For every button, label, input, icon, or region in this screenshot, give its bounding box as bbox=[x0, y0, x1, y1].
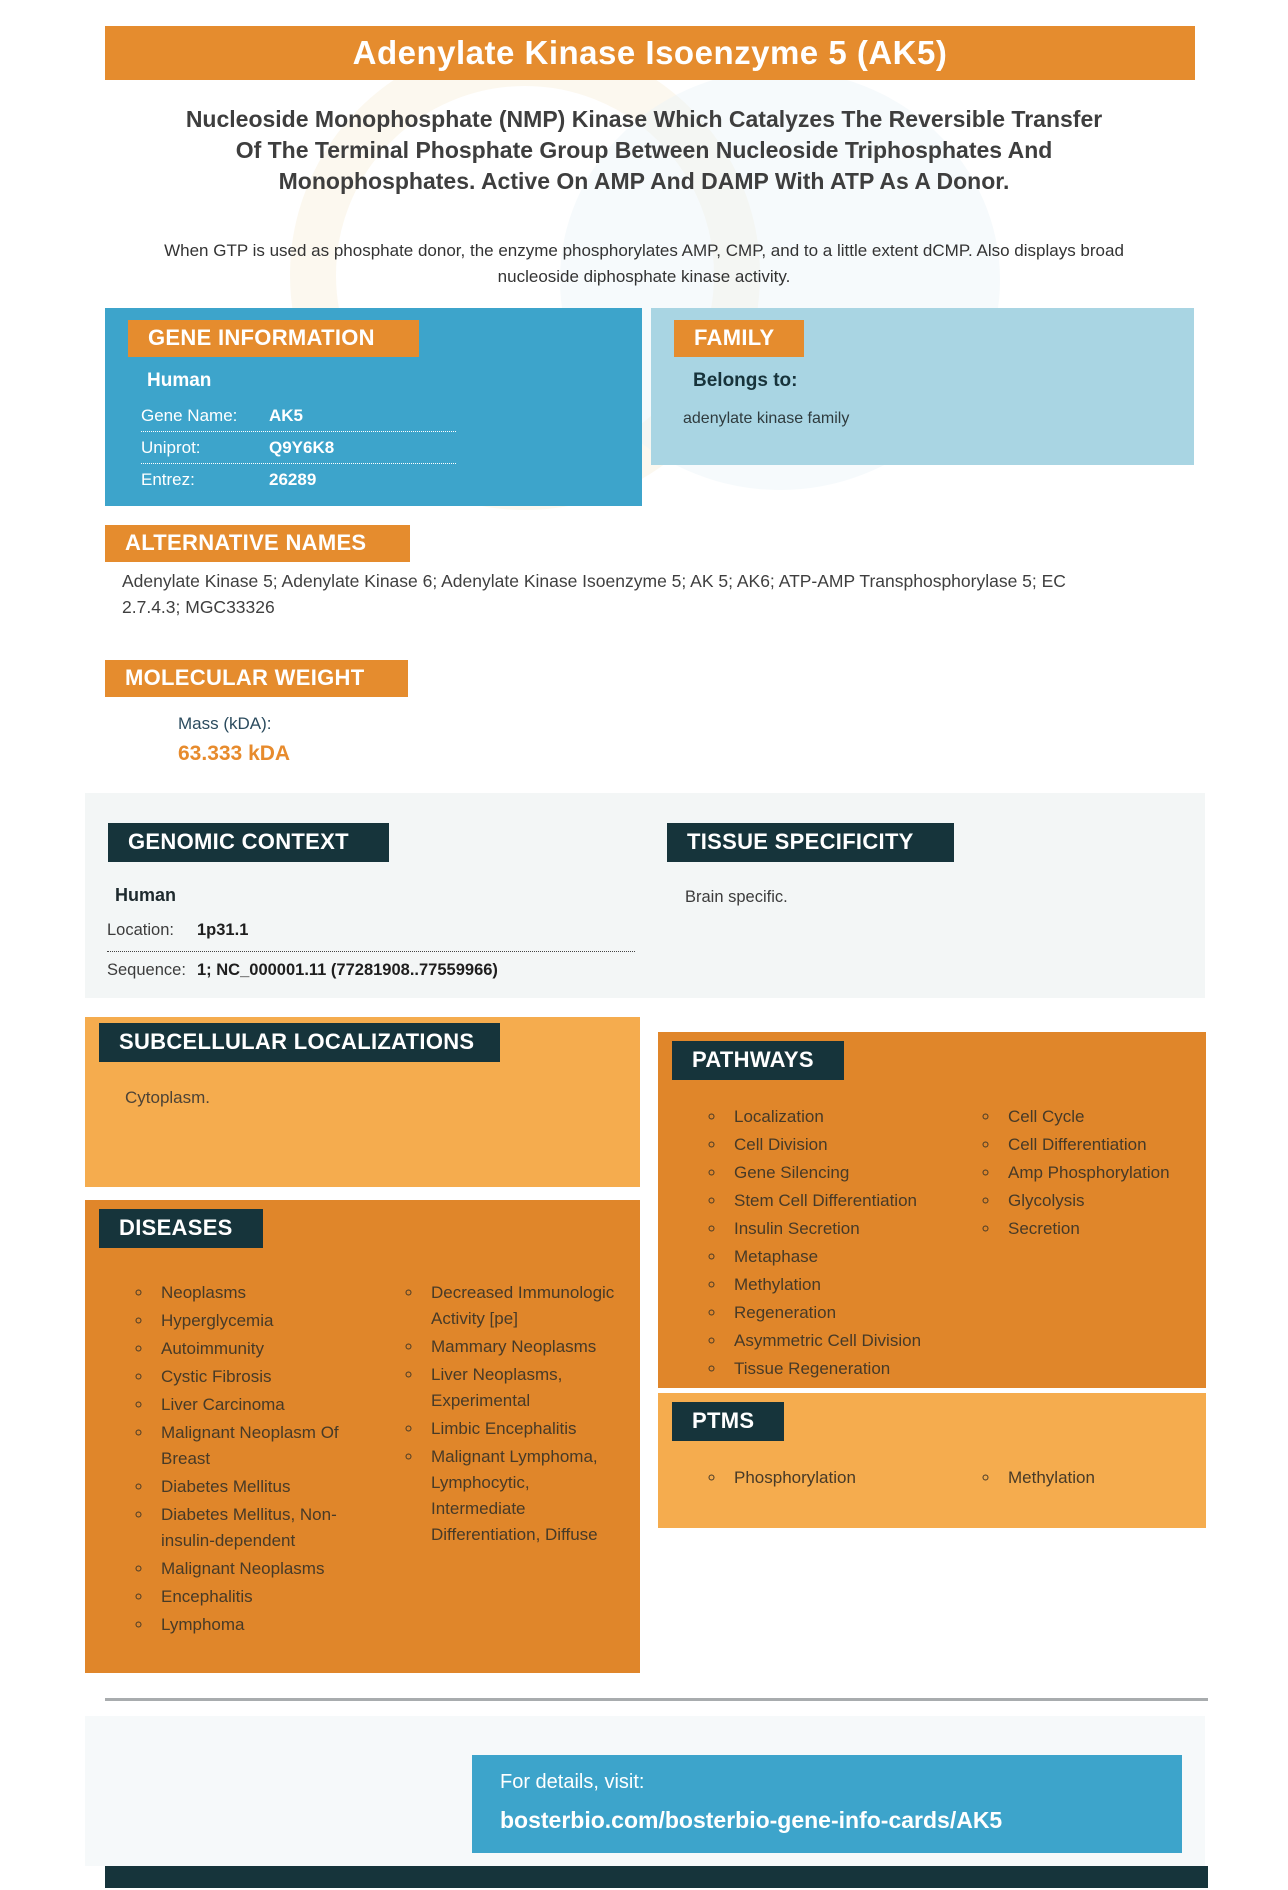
ptms-column-2 bbox=[980, 1465, 1200, 1493]
ptms-heading: PTMS bbox=[672, 1402, 784, 1441]
diseases-section bbox=[85, 1200, 640, 1673]
genomic-tissue-section bbox=[85, 793, 1205, 998]
location-value: 1p31.1 bbox=[197, 921, 249, 939]
list-item: ◦ Neoplasms bbox=[153, 1280, 358, 1306]
gene-name-label: Gene Name: bbox=[141, 406, 238, 425]
list-item: ◦ Diabetes Mellitus bbox=[153, 1474, 358, 1500]
gene-row-entrez bbox=[141, 464, 456, 495]
uniprot-value: Q9Y6K8 bbox=[269, 438, 335, 457]
list-item: ◦ Autoimmunity bbox=[153, 1336, 358, 1362]
molecular-weight-heading: MOLECULAR WEIGHT bbox=[105, 660, 408, 697]
bottom-bar bbox=[105, 1866, 1208, 1888]
visit-label: For details, visit: bbox=[500, 1771, 645, 1793]
gene-rows bbox=[141, 400, 456, 495]
page-title: Adenylate Kinase Isoenzyme 5 (AK5) bbox=[352, 34, 948, 71]
list-item: ◦ Lymphoma bbox=[153, 1612, 358, 1638]
list-item: ◦ Cell Cycle bbox=[1000, 1104, 1200, 1130]
subtitle: Nucleoside Monophosphate (NMP) Kinase Which Catalyzes The Reversible Transfer Of The Terminal Phosphate Group Between Nucleoside Triphosphates And Monophosphates. Active On AMP And DAMP With ATP As A Donor. bbox=[185, 106, 1103, 194]
sequence-value: 1; NC_000001.11 (77281908..77559966) bbox=[197, 961, 498, 979]
gene-name-value: AK5 bbox=[269, 406, 304, 425]
list-item: ◦ Insulin Secretion bbox=[726, 1216, 951, 1242]
list-item: ◦ Cystic Fibrosis bbox=[153, 1364, 358, 1390]
list-item: ◦ Amp Phosphorylation bbox=[1000, 1160, 1200, 1186]
list-item: ◦ Liver Neoplasms, Experimental bbox=[423, 1362, 621, 1414]
belongs-to-label: Belongs to: bbox=[693, 370, 798, 391]
footer-visit-box bbox=[472, 1755, 1182, 1853]
list-item: ◦ Localization bbox=[726, 1104, 951, 1130]
list-item: ◦ Malignant Lymphoma, Lymphocytic, Intermediate Differentiation, Diffuse bbox=[423, 1444, 621, 1548]
pathways-heading: PATHWAYS bbox=[672, 1041, 844, 1080]
tissue-specificity-heading: TISSUE SPECIFICITY bbox=[667, 823, 954, 862]
genomic-species: Human bbox=[115, 885, 177, 905]
entrez-label: Entrez: bbox=[141, 470, 195, 489]
family-heading: FAMILY bbox=[674, 320, 804, 357]
list-item: ◦ Secretion bbox=[1000, 1216, 1200, 1242]
list-item: ◦ Asymmetric Cell Division bbox=[726, 1328, 951, 1354]
ptms-column-1 bbox=[706, 1465, 946, 1493]
pathways-section bbox=[658, 1032, 1206, 1388]
alternative-names-heading: ALTERNATIVE NAMES bbox=[105, 525, 410, 562]
list-item: ◦ Glycolysis bbox=[1000, 1188, 1200, 1214]
genomic-context-heading: GENOMIC CONTEXT bbox=[108, 823, 389, 862]
list-item: ◦ Diabetes Mellitus, Non-insulin-dependent bbox=[153, 1502, 358, 1554]
sequence-row bbox=[107, 961, 498, 980]
list-item: ◦ Limbic Encephalitis bbox=[423, 1416, 621, 1442]
list-item: ◦ Cell Differentiation bbox=[1000, 1132, 1200, 1158]
entrez-value: 26289 bbox=[269, 470, 317, 489]
list-item: ◦ Regeneration bbox=[726, 1300, 951, 1326]
description: When GTP is used as phosphate donor, the enzyme phosphorylates AMP, CMP, and to a little extent dCMP. Also displays broad nucleoside diphosphate kinase activity. bbox=[164, 241, 1124, 286]
gene-row-uniprot bbox=[141, 432, 456, 464]
list-item: ◦ Gene Silencing bbox=[726, 1160, 951, 1186]
family-section bbox=[651, 308, 1194, 465]
gene-information-section bbox=[105, 308, 642, 506]
dotted-divider bbox=[107, 951, 635, 952]
pathways-column-2 bbox=[980, 1104, 1200, 1244]
diseases-column-1 bbox=[133, 1280, 358, 1640]
title-banner bbox=[105, 26, 1195, 80]
gene-row-name bbox=[141, 400, 456, 432]
list-item: ◦ Metaphase bbox=[726, 1244, 951, 1270]
mass-value: 63.333 kDA bbox=[178, 742, 291, 765]
location-label: Location: bbox=[107, 921, 174, 939]
tissue-specificity-text: Brain specific. bbox=[685, 888, 788, 906]
list-item: ◦ Cell Division bbox=[726, 1132, 951, 1158]
list-item: ◦ Methylation bbox=[1000, 1465, 1200, 1491]
visit-url-link[interactable]: bosterbio.com/bosterbio-gene-info-cards/AK5 bbox=[500, 1807, 1003, 1833]
family-value: adenylate kinase family bbox=[683, 410, 850, 427]
mass-label: Mass (kDA): bbox=[178, 714, 272, 733]
list-item: ◦ Liver Carcinoma bbox=[153, 1392, 358, 1418]
list-item: ◦ Malignant Neoplasms bbox=[153, 1556, 358, 1582]
footer-divider bbox=[105, 1698, 1208, 1701]
location-row bbox=[107, 921, 248, 940]
subcellular-text: Cytoplasm. bbox=[125, 1088, 211, 1107]
pathways-column-1 bbox=[706, 1104, 951, 1384]
gene-species: Human bbox=[147, 370, 212, 391]
sequence-label: Sequence: bbox=[107, 961, 186, 979]
list-item: ◦ Hyperglycemia bbox=[153, 1308, 358, 1334]
list-item: ◦ Stem Cell Differentiation bbox=[726, 1188, 951, 1214]
list-item: ◦ Decreased Immunologic Activity [pe] bbox=[423, 1280, 621, 1332]
gene-information-heading: GENE INFORMATION bbox=[128, 320, 419, 357]
list-item: ◦ Tissue Regeneration bbox=[726, 1356, 951, 1382]
subcellular-localizations-section bbox=[85, 1017, 640, 1187]
diseases-column-2 bbox=[403, 1280, 621, 1550]
ptms-section bbox=[658, 1393, 1206, 1528]
subcellular-heading: SUBCELLULAR LOCALIZATIONS bbox=[99, 1023, 500, 1062]
list-item: ◦ Phosphorylation bbox=[726, 1465, 946, 1491]
uniprot-label: Uniprot: bbox=[141, 438, 201, 457]
list-item: ◦ Methylation bbox=[726, 1272, 951, 1298]
list-item: ◦ Mammary Neoplasms bbox=[423, 1334, 621, 1360]
list-item: ◦ Malignant Neoplasm Of Breast bbox=[153, 1420, 358, 1472]
list-item: ◦ Encephalitis bbox=[153, 1584, 358, 1610]
diseases-heading: DISEASES bbox=[99, 1209, 263, 1248]
alternative-names-text: Adenylate Kinase 5; Adenylate Kinase 6; Adenylate Kinase Isoenzyme 5; AK 5; AK6; ATP-AMP Transphosphorylase 5; EC 2.7.4.3; MGC33326 bbox=[122, 571, 1066, 617]
